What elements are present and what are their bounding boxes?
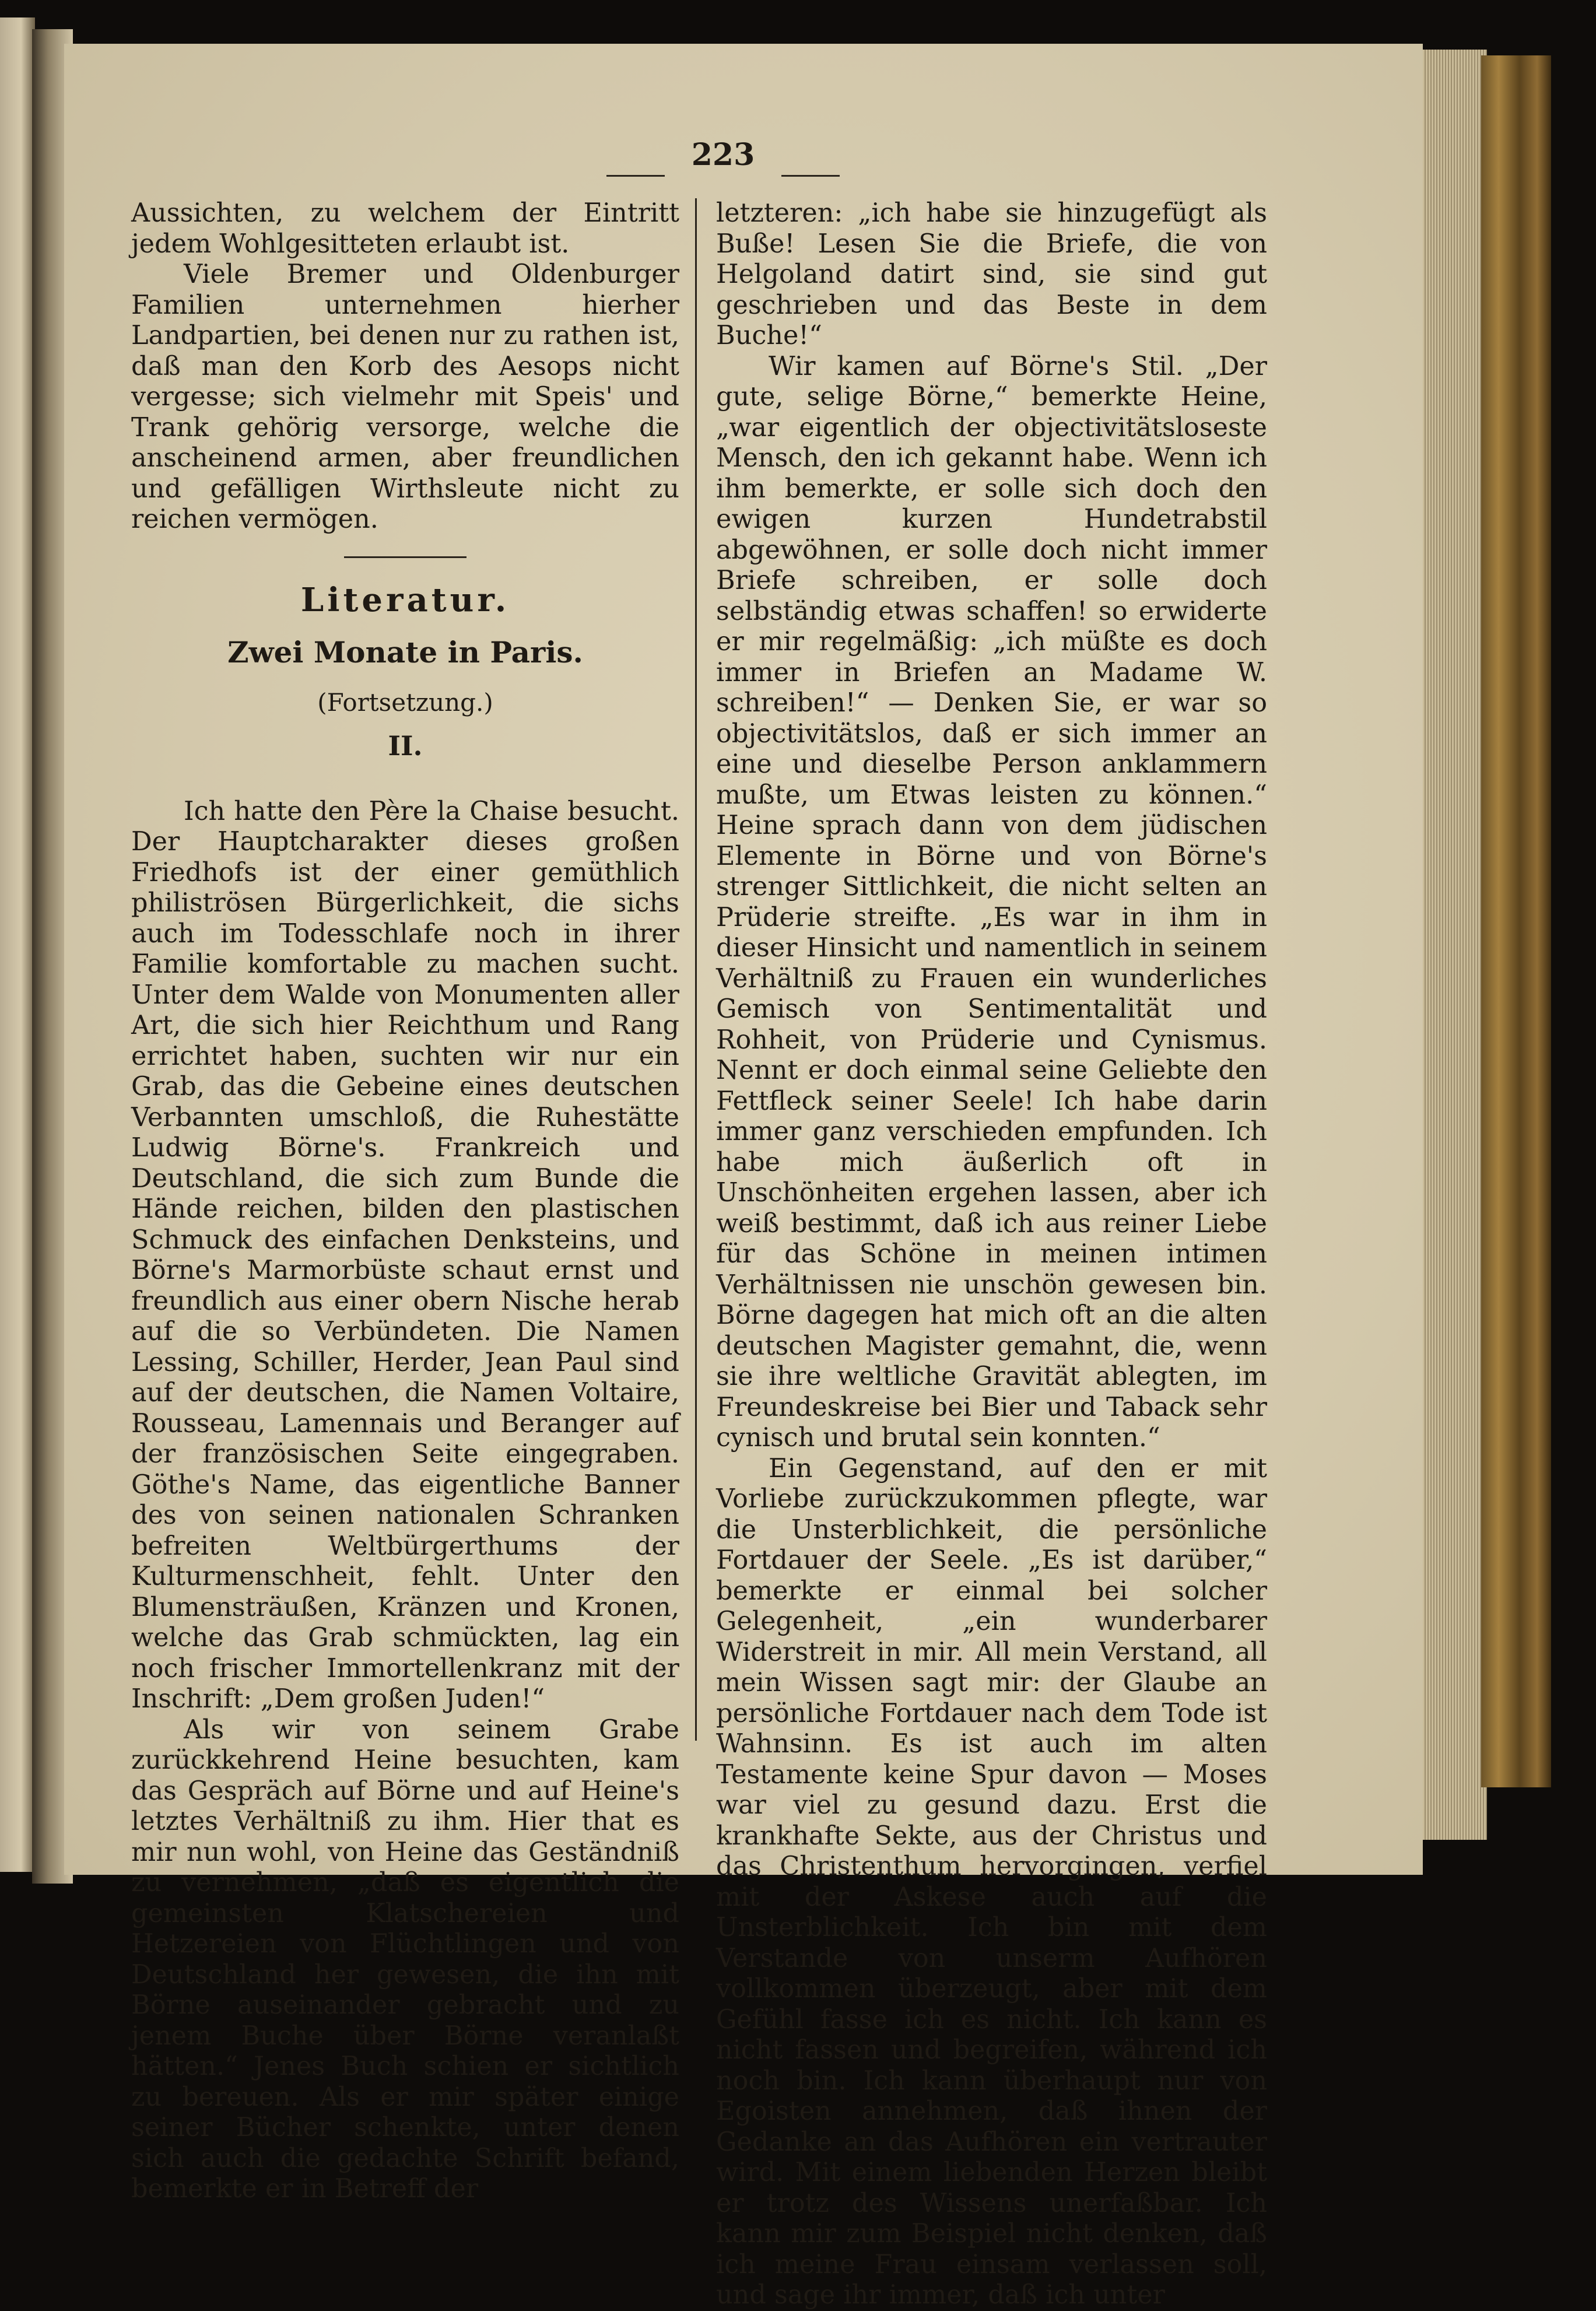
page-stack-edge — [1423, 50, 1487, 1840]
section-separator — [344, 556, 466, 558]
column-divider — [695, 198, 697, 1741]
cover-edge — [1481, 55, 1551, 1787]
article-paragraph: Als wir von seinem Grabe zurückkehrend Heine besuchten, kam das Gespräch auf Börne und auf Heine's letztes Verhältniß zu ihm. Hier that es mir nun wohl, von Heine das Geständniß zu vernehmen, „daß es eigentlich die gemeinsten Klatschereien und Hetzereien von Flüchtlingen und von Deutschland her gewesen, die ihn mit Börne auseinander gebracht und zu jenem Buche über Börne veranlaßt hätten.“ Jenes Buch schien er sichtlich zu bereuen. Als er mir später einige seiner Bücher schenkte, unter denen sich auch die gedachte Schrift befand, bemerkte er in Betreff der — [131, 1714, 679, 2204]
article-paragraph: letzteren: „ich habe sie hinzugefügt als Buße! Lesen Sie die Briefe, die von Helgoland datirt sind, sie sind gut geschrieben und das Beste in dem Buche!“ — [716, 198, 1267, 350]
continued-label: (Fortsetzung.) — [317, 688, 493, 717]
section-heading: Literatur. — [300, 580, 510, 619]
page-number: 223 — [691, 137, 755, 173]
right-column — [716, 198, 1267, 2311]
article-paragraph: Ein Gegenstand, auf den er mit Vorliebe zurückzukommen pflegte, war die Unsterblichkeit, die persönliche Fortdauer der Seele. „Es ist darüber,“ bemerkte er einmal bei solcher Gelegenheit, „ein wunderbarer Widerstreit in mir. All mein Verstand, all mein Wissen sagt mir: der Glaube an persönliche Fortdauer nach dem Tode ist Wahnsinn. Es ist auch im alten Testamente keine Spur davon — Moses war viel zu gesund dazu. Erst die krankhafte Sekte, aus der Christus und das Christenthum hervorgingen, verfiel mit der Askese auch auf die Unsterblichkeit. Ich bin mit dem Verstande von unserm Aufhören vollkommen überzeugt, aber mit dem Gefühl fasse ich es nicht. Ich kann es nicht fassen und begreifen, während ich noch bin. Ich kann überhaupt nur von Egoisten annehmen, daß ihnen der Gedanke an das Aufhören ein vertrauter wird. Mit einem liebenden Herzen bleibt er trotz des Wissens unerfaßbar. Ich kann mir zum Beispiel nicht denken, daß ich meine Frau einsam verlassen soll, und sage ihr immer, daß ich unter — [716, 1453, 1267, 2310]
part-label: II. — [388, 730, 423, 762]
intro-paragraph: Aussichten, zu welchem der Eintritt jedem Wohlgesitteten erlaubt ist. — [131, 198, 679, 259]
article-paragraph: Ich hatte den Père la Chaise besucht. Der Hauptcharakter dieses großen Friedhofs ist der einer gemüthlich philiströsen Bürgerlichkeit, die sichs auch im Todesschlafe noch in ihrer Familie komfortable zu machen sucht. Unter dem Walde von Monumenten aller Art, die sich hier Reichthum und Rang errichtet haben, suchten wir nur ein Grab, das die Gebeine eines deutschen Verbannten umschloß, die Ruhestätte Ludwig Börne's. Frankreich und Deutschland, die sich zum Bunde die Hände reichen, bilden den plastischen Schmuck des einfachen Denksteins, und Börne's Marmorbüste schaut ernst und freundlich aus einer obern Nische herab auf die so Verbündeten. Die Namen Lessing, Schiller, Herder, Jean Paul sind auf der deutschen, die Namen Voltaire, Rousseau, Lamennais und Beranger auf der französischen Seite eingegraben. Göthe's Name, das eigentliche Banner des von seinen nationalen Schranken befreiten Weltbürgerthums der Kulturmenschheit, fehlt. Unter den Blumensträußen, Kränzen und Kronen, welche das Grab schmückten, lag ein noch frischer Immortellenkranz mit der Inschrift: „Dem großen Juden!“ — [131, 796, 679, 1714]
article-title: Zwei Monate in Paris. — [227, 634, 583, 669]
left-page-edge — [0, 17, 35, 1872]
page-number-rule-left — [606, 175, 665, 177]
article-paragraph: Wir kamen auf Börne's Stil. „Der gute, selige Börne,“ bemerkte Heine, „war eigentlich der objectivitätsloseste Mensch, den ich gekannt habe. Wenn ich ihm bemerkte, er solle sich doch den ewigen kurzen Hundetrabstil abgewöhnen, er solle doch nicht immer Briefe schreiben, er solle doch selbständig etwas schaffen! so erwiderte er mir regelmäßig: „ich müßte es doch immer in Briefen an Madame W. schreiben!“ — Denken Sie, er war so objectivitätslos, daß er sich immer an eine und dieselbe Person anklammern mußte, um Etwas leisten zu können.“ Heine sprach dann von dem jüdischen Elemente in Börne und von Börne's strenger Sittlichkeit, die nicht selten an Prüderie streifte. „Es war in ihm in dieser Hinsicht und namentlich in seinem Verhältniß zu Frauen ein wunderliches Gemisch von Sentimentalität und Rohheit, von Prüderie und Cynismus. Nennt er doch einmal seine Geliebte den Fettfleck seiner Seele! Ich habe darin immer ganz verschieden empfunden. Ich habe mich äußerlich oft in Unschönheiten ergehen lassen, aber ich weiß bestimmt, daß ich aus reiner Liebe für das Schöne in meinen intimen Verhältnissen nie unschön gewesen bin. Börne dagegen hat mich oft an die alten deutschen Magister gemahnt, die, wenn sie ihre weltliche Gravität ablegten, im Freundeskreise bei Bier und Taback sehr cynisch und brutal sein konnten.“ — [716, 351, 1267, 1453]
page-number-rule-right — [781, 175, 840, 177]
intro-paragraph: Viele Bremer und Oldenburger Familien unternehmen hierher Landpartien, bei denen nur zu rathen ist, daß man den Korb des Aesops nicht vergesse; sich vielmehr mit Speis' und Trank gehörig versorge, welche die anscheinend armen, aber freundlichen und gefälligen Wirthsleute nicht zu reichen vermögen. — [131, 259, 679, 534]
left-column — [131, 198, 679, 2205]
